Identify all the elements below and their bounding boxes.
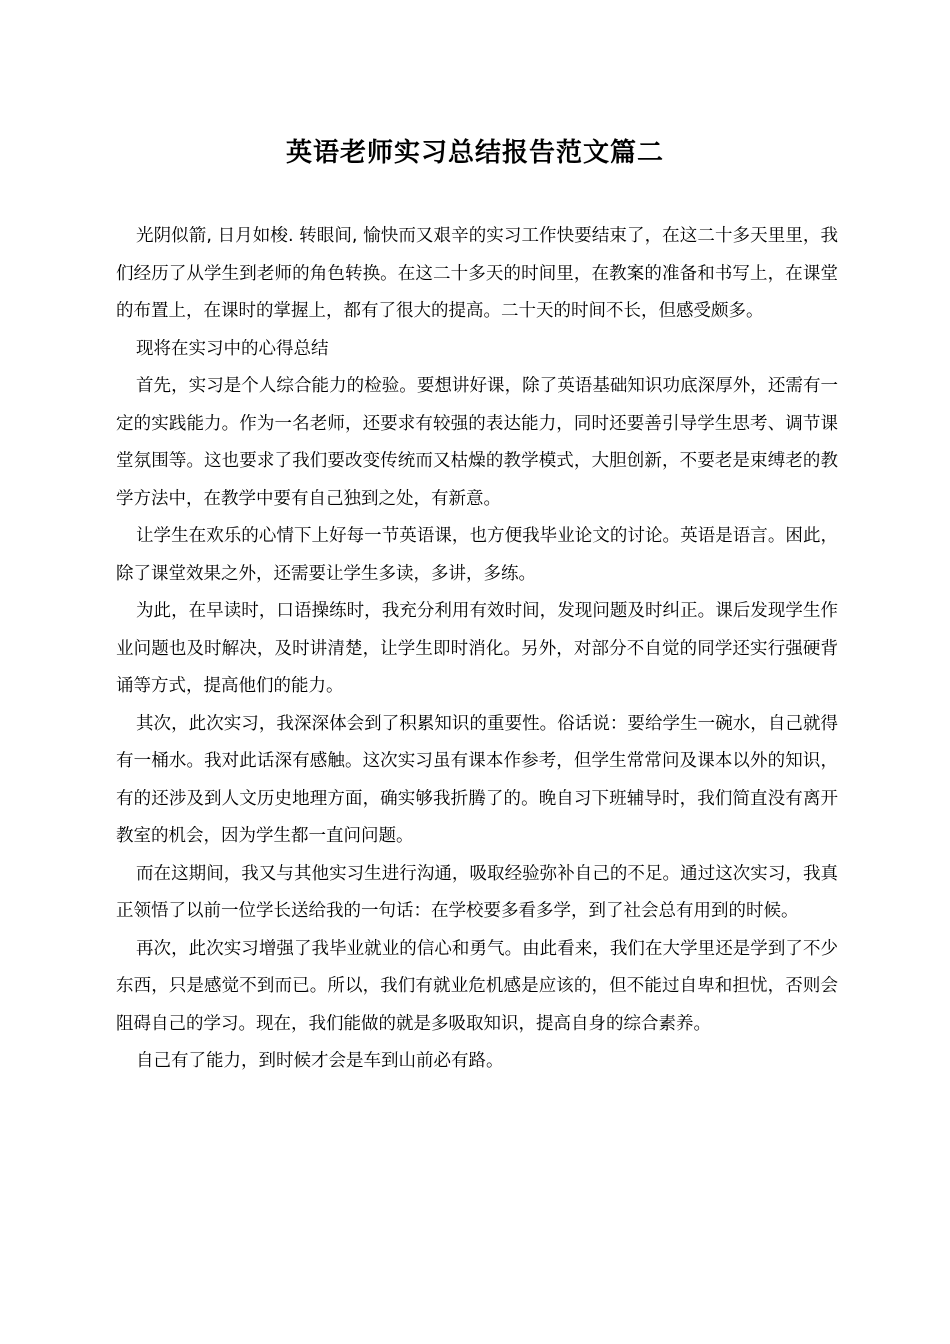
document-title: 英语老师实习总结报告范文篇二 — [285, 138, 664, 168]
paragraph-closing: 自己有了能力，到时候才会是车到山前必有路。 — [136, 1051, 504, 1071]
paragraph-happy-learning: 让学生在欢乐的心情下上好每一节英语课，也方便我毕业论文的讨论。英语是语言。困此，除了课堂效果之外，还需要让学生多读，多讲，多练。 — [116, 526, 838, 584]
document-body — [116, 218, 838, 1081]
paragraph-summary-heading: 现将在实习中的心得总结 — [136, 338, 329, 359]
paragraph-second: 其次，此次实习，我深深体会到了积累知识的重要性。俗话说：要给学生一碗水，自己就得有一桶水。我对此话深有感触。这次实习虽有课本作参考，但学生常常问及课本以外的知识，有的还涉及到人文历史地理方面，确实够我折腾了的。晚自习下班辅导时，我们简直没有离开教室的机会，因为学生都一直问问题。 — [116, 713, 838, 846]
paragraph-first: 首先，实习是个人综合能力的检验。要想讲好课，除了英语基础知识功底深厚外，还需有一定的实践能力。作为一名老师，还要求有较强的表达能力，同时还要善引导学生思考、调节课堂氛围等。这也要求了我们要改变传统而又枯燥的教学模式，大胆创新，不要老是束缚老的教学方法中，在教学中要有自己独到之处，有新意。 — [116, 376, 838, 509]
paragraph-intro: 光阴似箭, 日月如梭. 转眼间, 愉快而又艰辛的实习工作快要结束了，在这二十多天里里，我们经历了从学生到老师的角色转换。在这二十多天的时间里，在教案的准备和书写上，在课堂的布置上，在课时的掌握上，都有了很大的提高。二十天的时间不长，但感受颇多。 — [116, 226, 838, 321]
paragraph-practice: 为此，在早读时，口语操练时，我充分利用有效时间，发现问题及时纠正。课后发现学生作业问题也及时解决，及时讲清楚，让学生即时消化。另外，对部分不自觉的同学还实行强硬背诵等方式，提高他们的能力。 — [116, 601, 838, 696]
paragraph-third: 再次，此次实习增强了我毕业就业的信心和勇气。由此看来，我们在大学里还是学到了不少东西，只是感觉不到而已。所以，我们有就业危机感是应该的，但不能过自卑和担忧，否则会阻碍自己的学习。现在，我们能做的就是多吸取知识，提高自身的综合素养。 — [116, 938, 838, 1034]
paragraph-communication: 而在这期间，我又与其他实习生进行沟通，吸取经验弥补自己的不足。通过这次实习，我真正领悟了以前一位学长送给我的一句话：在学校要多看多学，到了社会总有用到的时候。 — [116, 863, 838, 921]
